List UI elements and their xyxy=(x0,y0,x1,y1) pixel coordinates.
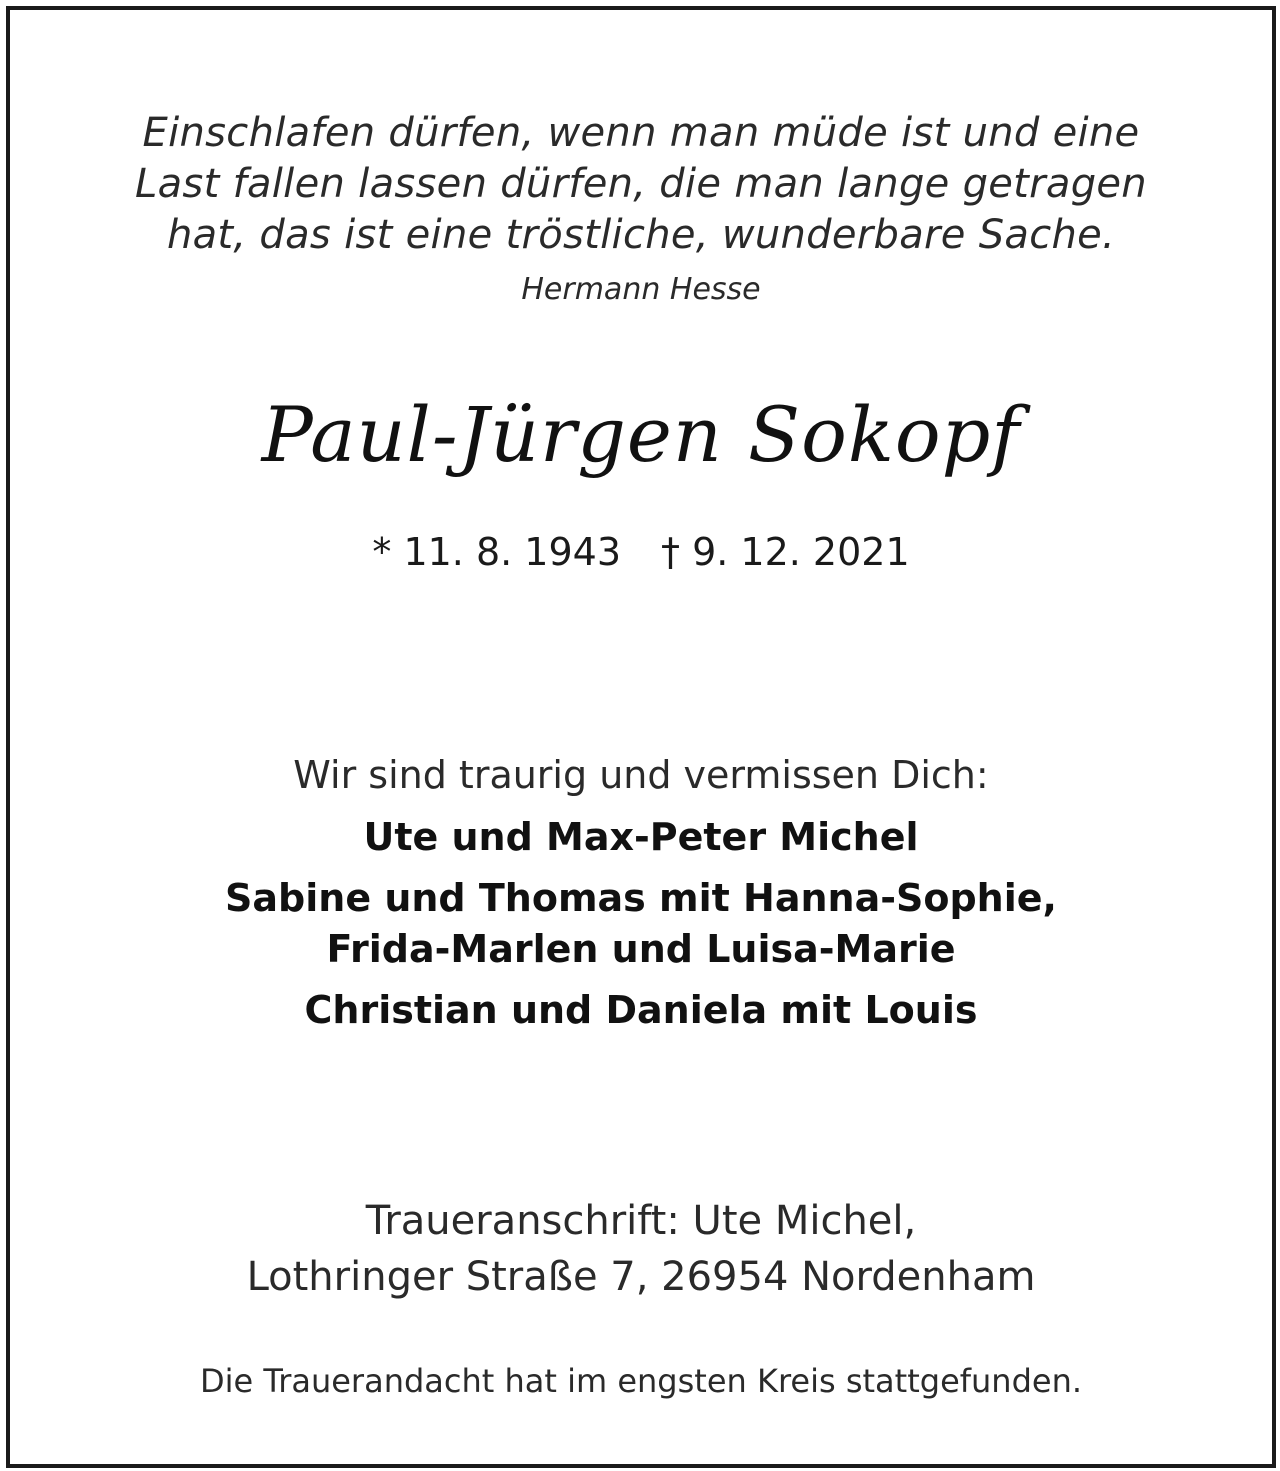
quote-author: Hermann Hesse xyxy=(521,272,761,307)
mourner-line: Frida-Marlen und Luisa-Marie xyxy=(326,927,956,971)
mourner-line: Sabine und Thomas mit Hanna-Sophie, xyxy=(225,876,1057,920)
mourner-line: Christian und Daniela mit Louis xyxy=(304,988,978,1032)
quote-line: Last fallen lassen dürfen, die man lange getragen xyxy=(135,161,1147,207)
address-line: Traueranschrift: Ute Michel, xyxy=(365,1198,917,1244)
address-line: Lothringer Straße 7, 26954 Nordenham xyxy=(246,1254,1036,1300)
deceased-name: Paul-Jürgen Sokopf xyxy=(261,390,1021,479)
birth-date: * 11. 8. 1943 xyxy=(372,530,621,574)
service-note: Die Trauerandacht hat im engsten Kreis stattgefunden. xyxy=(199,1362,1083,1400)
mourners-intro: Wir sind traurig und vermissen Dich: xyxy=(293,753,989,797)
quote-line: hat, das ist eine tröstliche, wunderbare Sache. xyxy=(166,212,1116,258)
quote-line: Einschlafen dürfen, wenn man müde ist und eine xyxy=(142,110,1140,156)
life-dates xyxy=(10,530,1272,574)
mourner-line: Ute und Max-Peter Michel xyxy=(363,815,919,859)
death-date: † 9. 12. 2021 xyxy=(661,530,910,574)
obituary-notice xyxy=(6,6,1276,1468)
